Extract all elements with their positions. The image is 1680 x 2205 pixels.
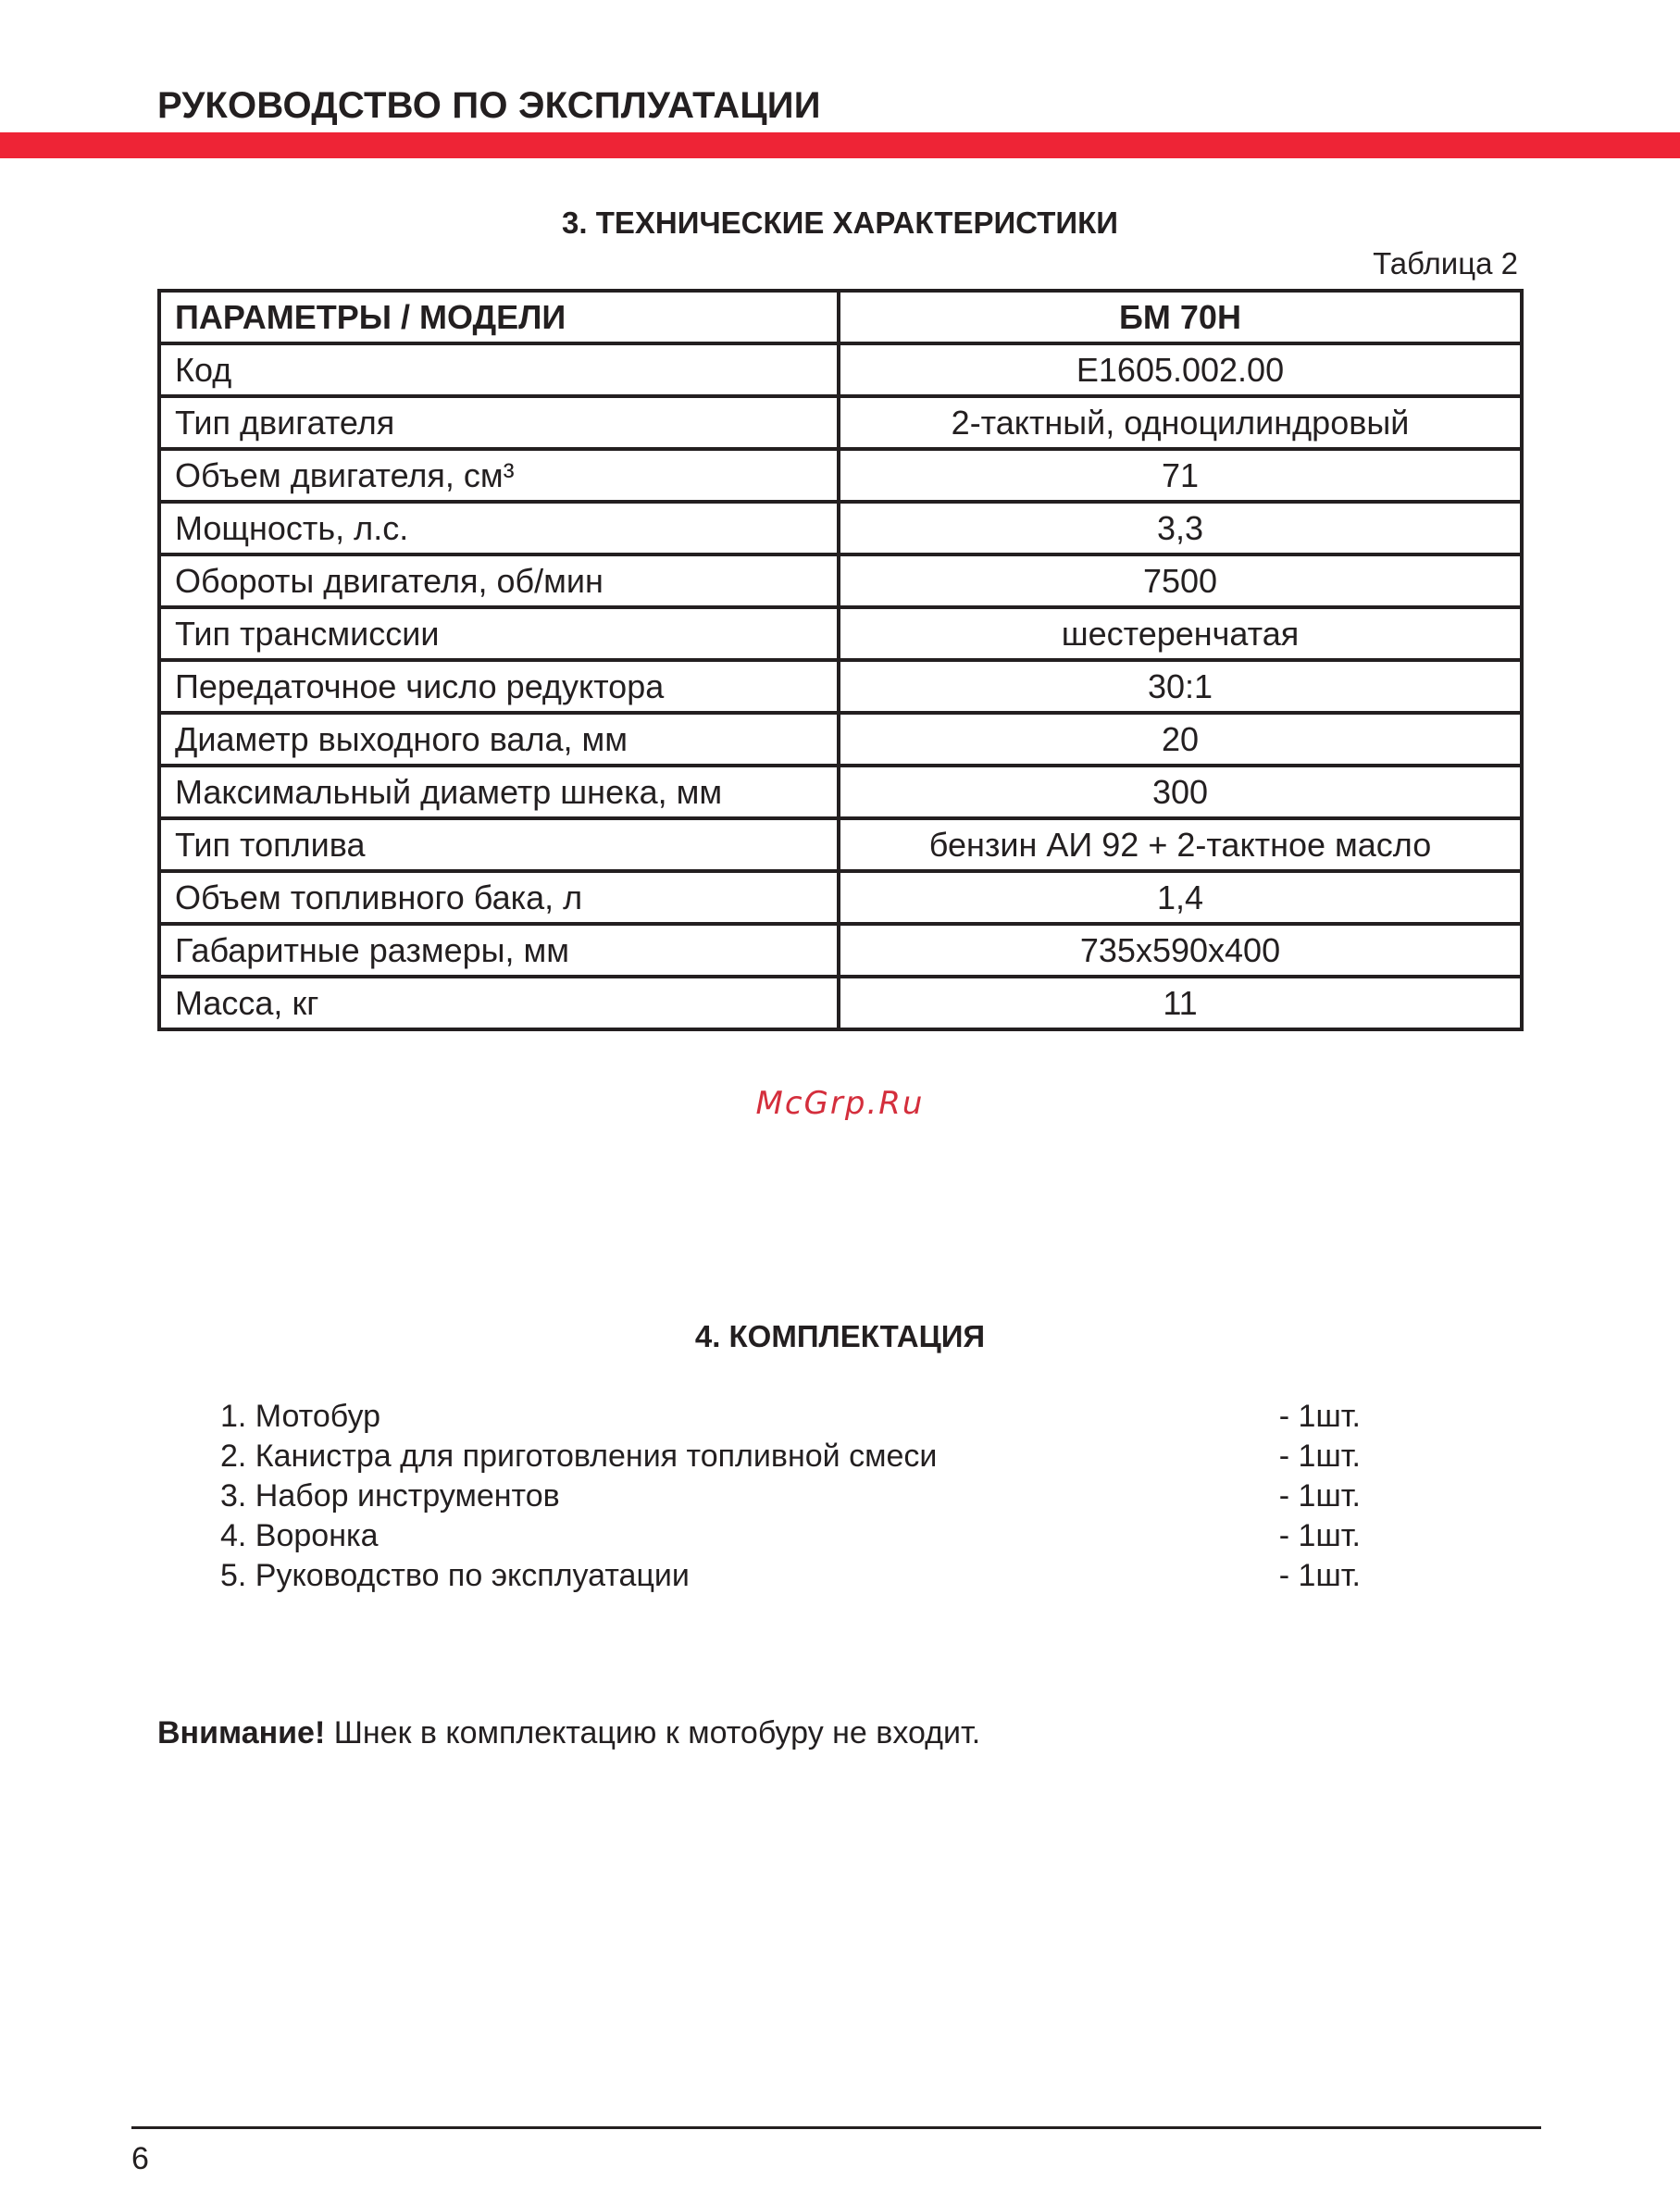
package-contents-list [220,1397,1361,1596]
table-row [159,502,1522,554]
value-cell: 11 [839,977,1522,1029]
item-label: 2. Канистра для приготовления топливной смеси [220,1439,938,1474]
section-3-title: 3. ТЕХНИЧЕСКИЕ ХАРАКТЕРИСТИКИ [562,206,1118,240]
value-cell: 20 [839,713,1522,766]
param-cell: Обороты двигателя, об/мин [159,554,839,607]
value-cell: 7500 [839,554,1522,607]
document-header-title: РУКОВОДСТВО ПО ЭКСПЛУАТАЦИИ [157,85,821,126]
table-row [159,924,1522,977]
param-cell: Код [159,343,839,396]
param-cell: Мощность, л.с. [159,502,839,554]
value-cell: 1,4 [839,871,1522,924]
param-cell: Максимальный диаметр шнека, мм [159,766,839,818]
table-row [159,396,1522,449]
param-cell: Передаточное число редуктора [159,660,839,713]
param-cell: Диаметр выходного вала, мм [159,713,839,766]
table-row [159,713,1522,766]
watermark-text: McGrp.Ru [755,1085,925,1122]
item-label: 1. Мотобур [220,1399,381,1434]
value-cell: 71 [839,449,1522,502]
value-cell: E1605.002.00 [839,343,1522,396]
list-item [220,1476,1361,1516]
specifications-table [157,289,1524,1031]
attention-note [157,1715,980,1751]
table-row [159,554,1522,607]
param-cell: Объем топливного бака, л [159,871,839,924]
item-quantity: - 1шт. [1278,1399,1361,1434]
item-label: 3. Набор инструментов [220,1478,560,1514]
table-header-cell: БМ 70Н [839,291,1522,343]
value-cell: 3,3 [839,502,1522,554]
value-cell: 300 [839,766,1522,818]
value-cell: 30:1 [839,660,1522,713]
table-header-row [159,291,1522,343]
page-number: 6 [131,2141,149,2176]
table-row [159,766,1522,818]
param-cell: Масса, кг [159,977,839,1029]
table-row [159,977,1522,1029]
list-item [220,1556,1361,1596]
value-cell: 735x590x400 [839,924,1522,977]
table-row [159,449,1522,502]
list-item [220,1437,1361,1476]
item-label: 5. Руководство по эксплуатации [220,1558,690,1593]
item-quantity: - 1шт. [1278,1439,1361,1474]
value-cell: шестеренчатая [839,607,1522,660]
table-row [159,818,1522,871]
param-cell: Тип топлива [159,818,839,871]
param-cell: Тип трансмиссии [159,607,839,660]
section-4-title: 4. КОМПЛЕКТАЦИЯ [694,1319,986,1353]
footer-divider [131,2126,1541,2129]
attention-label: Внимание! [157,1715,326,1750]
value-cell: 2-тактный, одноцилиндровый [839,396,1522,449]
item-label: 4. Воронка [220,1518,379,1553]
list-item [220,1516,1361,1556]
table-header-cell: ПАРАМЕТРЫ / МОДЕЛИ [159,291,839,343]
item-quantity: - 1шт. [1278,1518,1361,1553]
item-quantity: - 1шт. [1278,1478,1361,1514]
param-cell: Тип двигателя [159,396,839,449]
table-row [159,871,1522,924]
param-cell: Габаритные размеры, мм [159,924,839,977]
param-cell: Объем двигателя, см³ [159,449,839,502]
table-row [159,607,1522,660]
table-caption: Таблица 2 [1373,246,1518,280]
table-row [159,343,1522,396]
table-row [159,660,1522,713]
attention-text: Шнек в комплектацию к мотобуру не входит. [325,1715,981,1750]
list-item [220,1397,1361,1437]
value-cell: бензин АИ 92 + 2-тактное масло [839,818,1522,871]
item-quantity: - 1шт. [1278,1558,1361,1593]
header-red-bar [0,132,1680,158]
